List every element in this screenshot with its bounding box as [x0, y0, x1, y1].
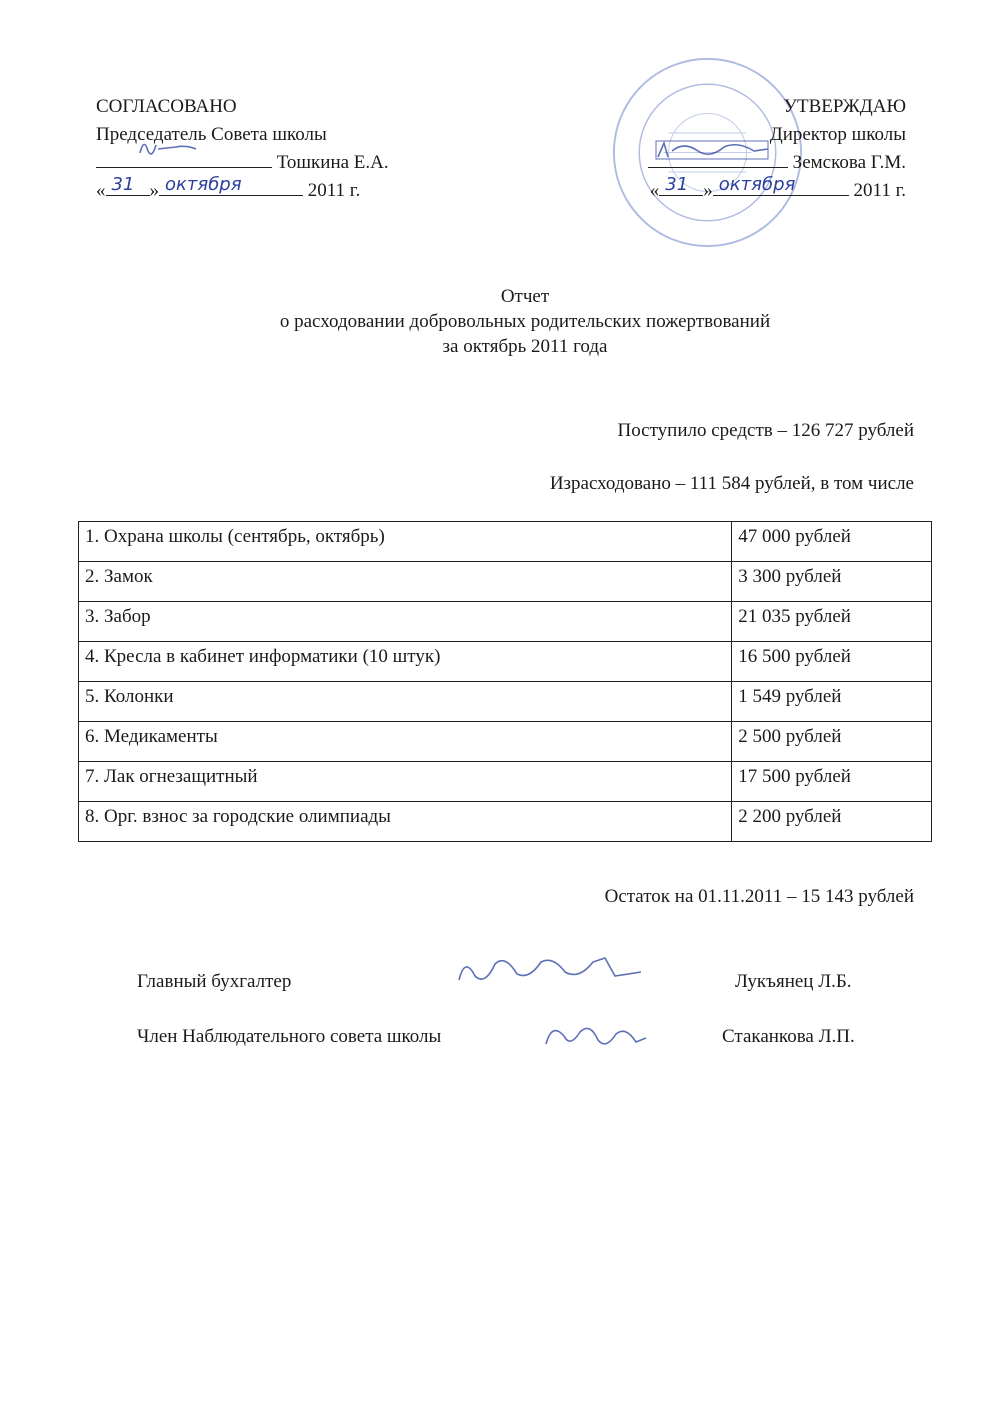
approval-left-name: Тошкина Е.А.: [276, 152, 389, 173]
approval-right-heading: УТВЕРЖДАЮ: [783, 96, 906, 117]
expense-amount: 3 300 рублей: [732, 562, 932, 602]
report-title-line3: за октябрь 2011 года: [442, 336, 608, 357]
handwritten-day: 31: [665, 174, 689, 195]
signature-row-board-member: [137, 1023, 441, 1051]
report-title-line1: Отчет: [500, 286, 550, 307]
table-row: [79, 762, 932, 802]
signature-blank: [96, 149, 272, 168]
table-row: [79, 602, 932, 642]
signature-row-accountant: [137, 968, 291, 996]
signature-role: Главный бухгалтер: [137, 971, 292, 992]
signature-role: Член Наблюдательного совета школы: [137, 1026, 442, 1047]
approval-left-position: Председатель Совета школы: [96, 124, 327, 145]
table-row: [79, 562, 932, 602]
table-row: [79, 682, 932, 722]
signature-name-accountant: Лукъянец Л.Б.: [735, 971, 852, 992]
table-row: [79, 522, 932, 562]
signature-blank: [648, 149, 788, 168]
approval-left-block: [96, 93, 436, 205]
handwritten-signature-toshkina: [136, 135, 216, 163]
expense-item: 2. Замок: [79, 562, 732, 602]
expense-amount: 2 200 рублей: [732, 802, 932, 842]
expense-item: 1. Охрана школы (сентябрь, октябрь): [79, 522, 732, 562]
expense-amount: 47 000 рублей: [732, 522, 932, 562]
approval-right-date: [560, 174, 906, 205]
date-open-quote: «: [96, 180, 106, 201]
expense-amount: 2 500 рублей: [732, 722, 932, 762]
expense-item: 7. Лак огнезащитный: [79, 762, 732, 802]
expense-amount: 17 500 рублей: [732, 762, 932, 802]
table-row: [79, 642, 932, 682]
approval-left-date: [96, 174, 436, 205]
table-row: [79, 722, 932, 762]
approval-right-position: Директор школы: [769, 124, 906, 145]
expense-amount: 1 549 рублей: [732, 682, 932, 722]
handwritten-day: 31: [111, 174, 135, 195]
signature-name-board-member: Стаканкова Л.П.: [722, 1026, 855, 1047]
approval-right-year: 2011 г.: [853, 180, 906, 201]
date-day-blank: [659, 174, 703, 196]
date-close-quote: »: [703, 180, 713, 201]
approval-left-heading: СОГЛАСОВАНО: [96, 96, 237, 117]
handwritten-signature-zemskova: [654, 137, 774, 165]
date-close-quote: »: [149, 180, 159, 201]
date-month-blank: [159, 174, 303, 196]
expense-item: 8. Орг. взнос за городские олимпиады: [79, 802, 732, 842]
date-day-blank: [106, 174, 150, 196]
expense-item: 5. Колонки: [79, 682, 732, 722]
handwritten-month: октября: [165, 174, 242, 195]
handwritten-month: октября: [718, 174, 796, 195]
handwritten-signature-board-member: [540, 1018, 650, 1054]
approval-right-block: [560, 93, 906, 205]
table-row: [79, 802, 932, 842]
received-total: Поступило средств – 126 727 рублей: [617, 420, 914, 441]
expenses-table: [78, 521, 932, 842]
expense-amount: 16 500 рублей: [732, 642, 932, 682]
report-title: [0, 284, 992, 359]
expense-amount: 21 035 рублей: [732, 602, 932, 642]
balance-total: Остаток на 01.11.2011 – 15 143 рублей: [604, 886, 914, 907]
expense-item: 6. Медикаменты: [79, 722, 732, 762]
spent-total: Израсходовано – 111 584 рублей, в том числе: [549, 473, 914, 494]
approval-right-name: Земскова Г.М.: [792, 152, 906, 173]
date-open-quote: «: [649, 180, 660, 201]
expense-item: 4. Кресла в кабинет информатики (10 штук): [79, 642, 732, 682]
date-month-blank: [713, 174, 849, 196]
approval-left-year: 2011 г.: [307, 180, 361, 201]
approval-left-signature-line: [96, 149, 436, 177]
handwritten-signature-accountant: [455, 950, 645, 990]
expense-item: 3. Забор: [79, 602, 732, 642]
report-title-line2: о расходовании добровольных родительских пожертвований: [279, 311, 771, 332]
